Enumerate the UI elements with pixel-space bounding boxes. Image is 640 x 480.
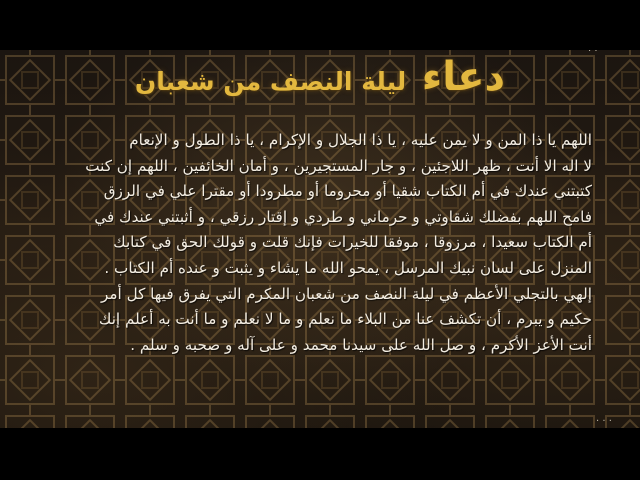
dua-line: لا اله الا أنت ، ظهر اللاجئين ، و جار المستجيرين ، و أمان الخائفين ، اللهم إن كنت: [85, 156, 592, 175]
dua-line: إلهي بالتجلي الأعظم في ليلة النصف من شعبان المكرم التي يفرق فيها كل أمر: [101, 284, 592, 303]
dua-line: فامح اللهم بفضلك شقاوتي و حرماني و طردي و إقتار رزقي ، و أثبتني عندك في: [94, 207, 592, 226]
dua-line: حكيم و يبرم ، أن تكشف عنا من البلاء ما نعلم و ما لا نعلم و ما أنت به أعلم إنك: [98, 310, 592, 329]
corner-dots-bottom: · · ·: [596, 416, 612, 427]
title-sub: ليلة النصف من شعبان: [134, 67, 407, 96]
dua-title: [0, 54, 640, 100]
dua-line: المنزل على لسان نبيك المرسل ، يمحو الله ما يشاء و يثبت و عنده أم الكتاب .: [104, 258, 592, 277]
title-main: دعاء: [421, 54, 506, 100]
dua-line: أم الكتاب سعيدا ، مرزوقا ، موفقا للخيرات فإنك قلت و قولك الحق في كتابك: [113, 233, 592, 252]
dua-card: [0, 50, 640, 428]
dua-line: كتبتني عندك في أم الكتاب شقيا أو محروما أو مطرودا أو مقترا علي في الرزق: [103, 182, 592, 201]
dua-text: [52, 128, 592, 358]
dua-line: اللهم يا ذا المن و لا يمن عليه ، يا ذا الجلال و الإكرام ، يا ذا الطول و الإنعام: [129, 131, 592, 149]
corner-dots-top: · ·: [588, 50, 598, 57]
dua-line: أنت الأعز الأكرم ، و صل الله على سيدنا محمد و على آله و صحبه و سلم .: [130, 335, 592, 354]
